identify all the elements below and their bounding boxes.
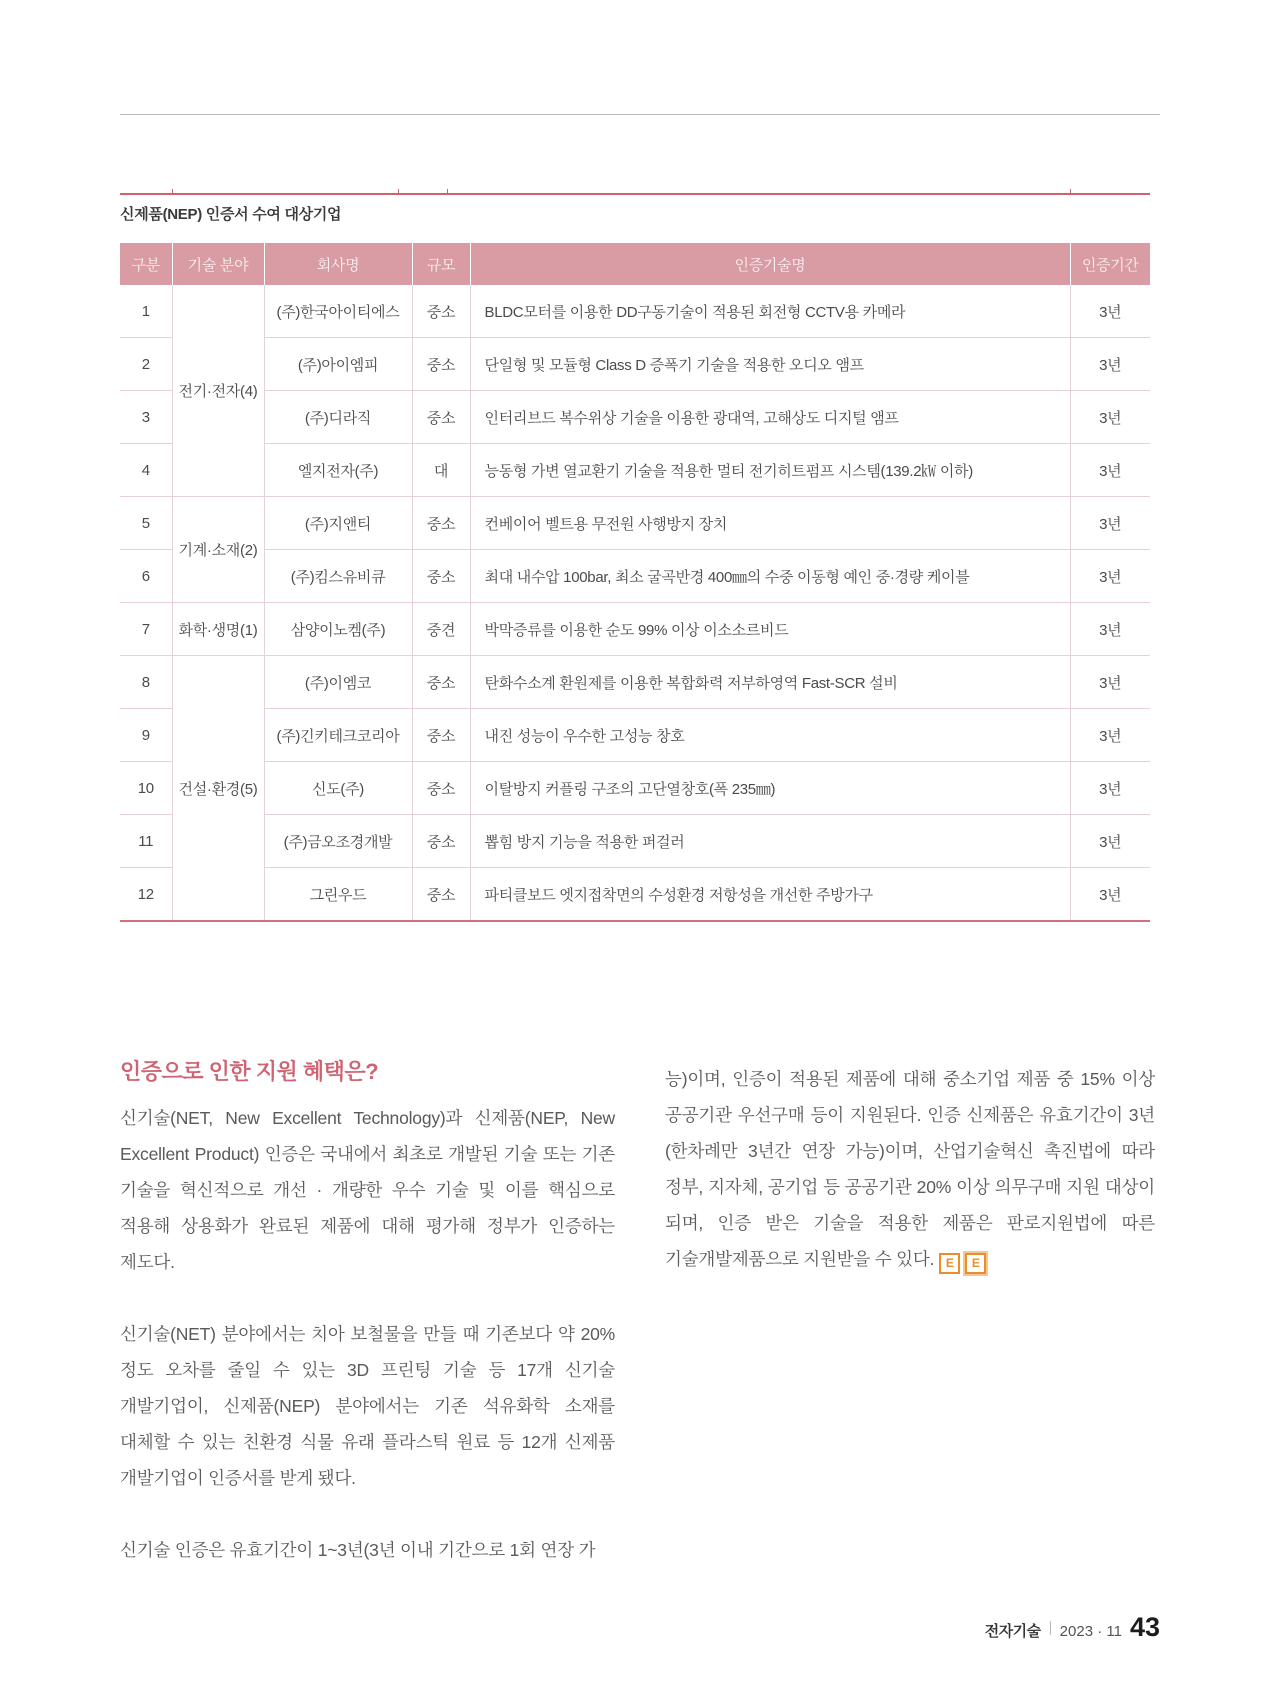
cell-tech: 내진 성능이 우수한 고성능 창호 [470,709,1070,762]
table-title: 신제품(NEP) 인증서 수여 대상기업 [120,206,342,223]
table-row [120,709,1150,762]
cell-company: 삼양이노켐(주) [264,603,412,656]
table-row [120,603,1150,656]
cell-period: 3년 [1070,338,1150,391]
cell-size: 중소 [412,550,470,603]
cell-no: 6 [120,550,172,603]
cell-company: (주)이엠코 [264,656,412,709]
article-end-mark-icon: E [939,1253,960,1274]
cell-size: 중소 [412,285,470,338]
table-row [120,285,1150,338]
cell-no: 1 [120,285,172,338]
cell-tech: 능동형 가변 열교환기 기술을 적용한 멀티 전기히트펌프 시스템(139.2㎾ 이하) [470,444,1070,497]
cell-company: (주)디라직 [264,391,412,444]
section-heading: 인증으로 인한 지원 혜택은? [120,1059,379,1084]
cell-company: (주)긴키테크코리아 [264,709,412,762]
cell-no: 10 [120,762,172,815]
paragraph: 신기술(NET) 분야에서는 치아 보철물을 만들 때 기존보다 약 20% 정도 오차를 줄일 수 있는 3D 프린팅 기술 등 17개 신기술 개발기업이, 신제품(NEP) 분야에서는 기존 석유화학 소재를 대체할 수 있는 친환경 식물 유래 플라스틱 원료 등 12개 신제품 개발기업이 인증서를 받게 됐다. [120,1324,615,1488]
col-header-period: 인증기간 [1070,243,1150,285]
cell-tech: BLDC모터를 이용한 DD구동기술이 적용된 회전형 CCTV용 카메라 [470,285,1070,338]
cell-size: 중소 [412,338,470,391]
cell-field-group: 화학·생명(1) [172,603,264,656]
table-row [120,338,1150,391]
table-row [120,815,1150,868]
cell-company: (주)한국아이티에스 [264,285,412,338]
table-row [120,868,1150,922]
rule-tick [1070,189,1071,193]
table-row [120,656,1150,709]
cell-size: 중소 [412,868,470,922]
table-row [120,762,1150,815]
cell-field-group: 건설·환경(5) [172,656,264,922]
cell-company: (주)킴스유비큐 [264,550,412,603]
cell-period: 3년 [1070,444,1150,497]
cell-no: 11 [120,815,172,868]
cell-tech: 인터리브드 복수위상 기술을 이용한 광대역, 고해상도 디지털 앰프 [470,391,1070,444]
cell-no: 8 [120,656,172,709]
cell-period: 3년 [1070,815,1150,868]
cell-period: 3년 [1070,762,1150,815]
cell-size: 중소 [412,497,470,550]
magazine-name: 전자기술 [984,1623,1041,1640]
cell-size: 중소 [412,391,470,444]
cell-period: 3년 [1070,550,1150,603]
cell-period: 3년 [1070,603,1150,656]
cell-size: 대 [412,444,470,497]
cell-no: 9 [120,709,172,762]
cell-field-group: 기계·소재(2) [172,497,264,603]
cell-period: 3년 [1070,391,1150,444]
nep-certification-table [120,243,1150,922]
table-row [120,497,1150,550]
cell-size: 중견 [412,603,470,656]
cell-tech: 이탈방지 커플링 구조의 고단열창호(폭 235㎜) [470,762,1070,815]
table-row [120,391,1150,444]
cell-tech: 컨베이어 벨트용 무전원 사행방지 장치 [470,497,1070,550]
cell-tech: 뽑힘 방지 기능을 적용한 퍼걸러 [470,815,1070,868]
cell-no: 4 [120,444,172,497]
table-row [120,444,1150,497]
col-header-field: 기술 분야 [172,243,264,285]
cell-period: 3년 [1070,656,1150,709]
cell-period: 3년 [1070,285,1150,338]
col-header-tech: 인증기술명 [470,243,1070,285]
cell-company: (주)금오조경개발 [264,815,412,868]
cell-period: 3년 [1070,868,1150,922]
cell-no: 3 [120,391,172,444]
cell-company: 그린우드 [264,868,412,922]
page-number: 43 [1129,1612,1160,1642]
cell-tech: 최대 내수압 100bar, 최소 굴곡반경 400㎜의 수중 이동형 예인 중·경량 케이블 [470,550,1070,603]
paragraph: 신기술(NET, New Excellent Technology)과 신제품(NEP, New Excellent Product) 인증은 국내에서 최초로 개발된 기술 또는 기존 기술을 혁신적으로 개선 · 개량한 우수 기술 및 이를 핵심으로 적용해 상용화가 완료된 제품에 대해 평가해 정부가 인증하는 제도다. [120,1108,615,1272]
paragraph: 신기술 인증은 유효기간이 1~3년(3년 이내 기간으로 1회 연장 가 [120,1540,596,1560]
table-header-row [120,243,1150,285]
article-left-column [120,1058,615,1568]
col-header-company: 회사명 [264,243,412,285]
cell-company: 신도(주) [264,762,412,815]
paragraph-text: 능)이며, 인증이 적용된 제품에 대해 중소기업 제품 중 15% 이상 공공기관 우선구매 등이 지원된다. 인증 신제품은 유효기간이 3년(한차례만 3년간 연장 가능)이며, 산업기술혁신 촉진법에 따라 정부, 지자체, 공기업 등 공공기관 20% 이상 의무구매 지원 대상이 되며, 인증 받은 기술을 적용한 제품은 판로지원법에 따른 기술개발제품으로 지원받을 수 있다. [665,1069,1155,1269]
table-row [120,550,1150,603]
rule-tick [447,189,448,193]
cell-period: 3년 [1070,497,1150,550]
cell-company: (주)지앤티 [264,497,412,550]
cell-no: 5 [120,497,172,550]
issue-date: 2023 · 11 [1059,1623,1122,1640]
cell-no: 7 [120,603,172,656]
top-hairline-divider [120,114,1160,115]
rule-tick [398,189,399,193]
cell-tech: 탄화수소계 환원제를 이용한 복합화력 저부하영역 Fast-SCR 설비 [470,656,1070,709]
page-footer [985,1612,1160,1643]
cell-tech: 파티클보드 엣지접착면의 수성환경 저항성을 개선한 주방가구 [470,868,1070,922]
col-header-size: 규모 [412,243,470,285]
cell-tech: 박막증류를 이용한 순도 99% 이상 이소소르비드 [470,603,1070,656]
article-body [120,1058,1155,1568]
cell-no: 2 [120,338,172,391]
footer-divider [1050,1621,1051,1635]
paragraph [665,1061,1155,1277]
cell-size: 중소 [412,762,470,815]
cell-field-group: 전기·전자(4) [172,285,264,497]
cell-company: 엘지전자(주) [264,444,412,497]
article-end-mark-icon: E [965,1253,986,1274]
cell-tech: 단일형 및 모듈형 Class D 증폭기 기술을 적용한 오디오 앰프 [470,338,1070,391]
rule-tick [172,189,173,193]
cell-size: 중소 [412,656,470,709]
previous-table-bottom-rule [120,193,1150,195]
cell-no: 12 [120,868,172,922]
article-right-column [665,1058,1155,1568]
cell-size: 중소 [412,709,470,762]
cell-size: 중소 [412,815,470,868]
cell-company: (주)아이엠피 [264,338,412,391]
cell-period: 3년 [1070,709,1150,762]
col-header-no: 구분 [120,243,172,285]
